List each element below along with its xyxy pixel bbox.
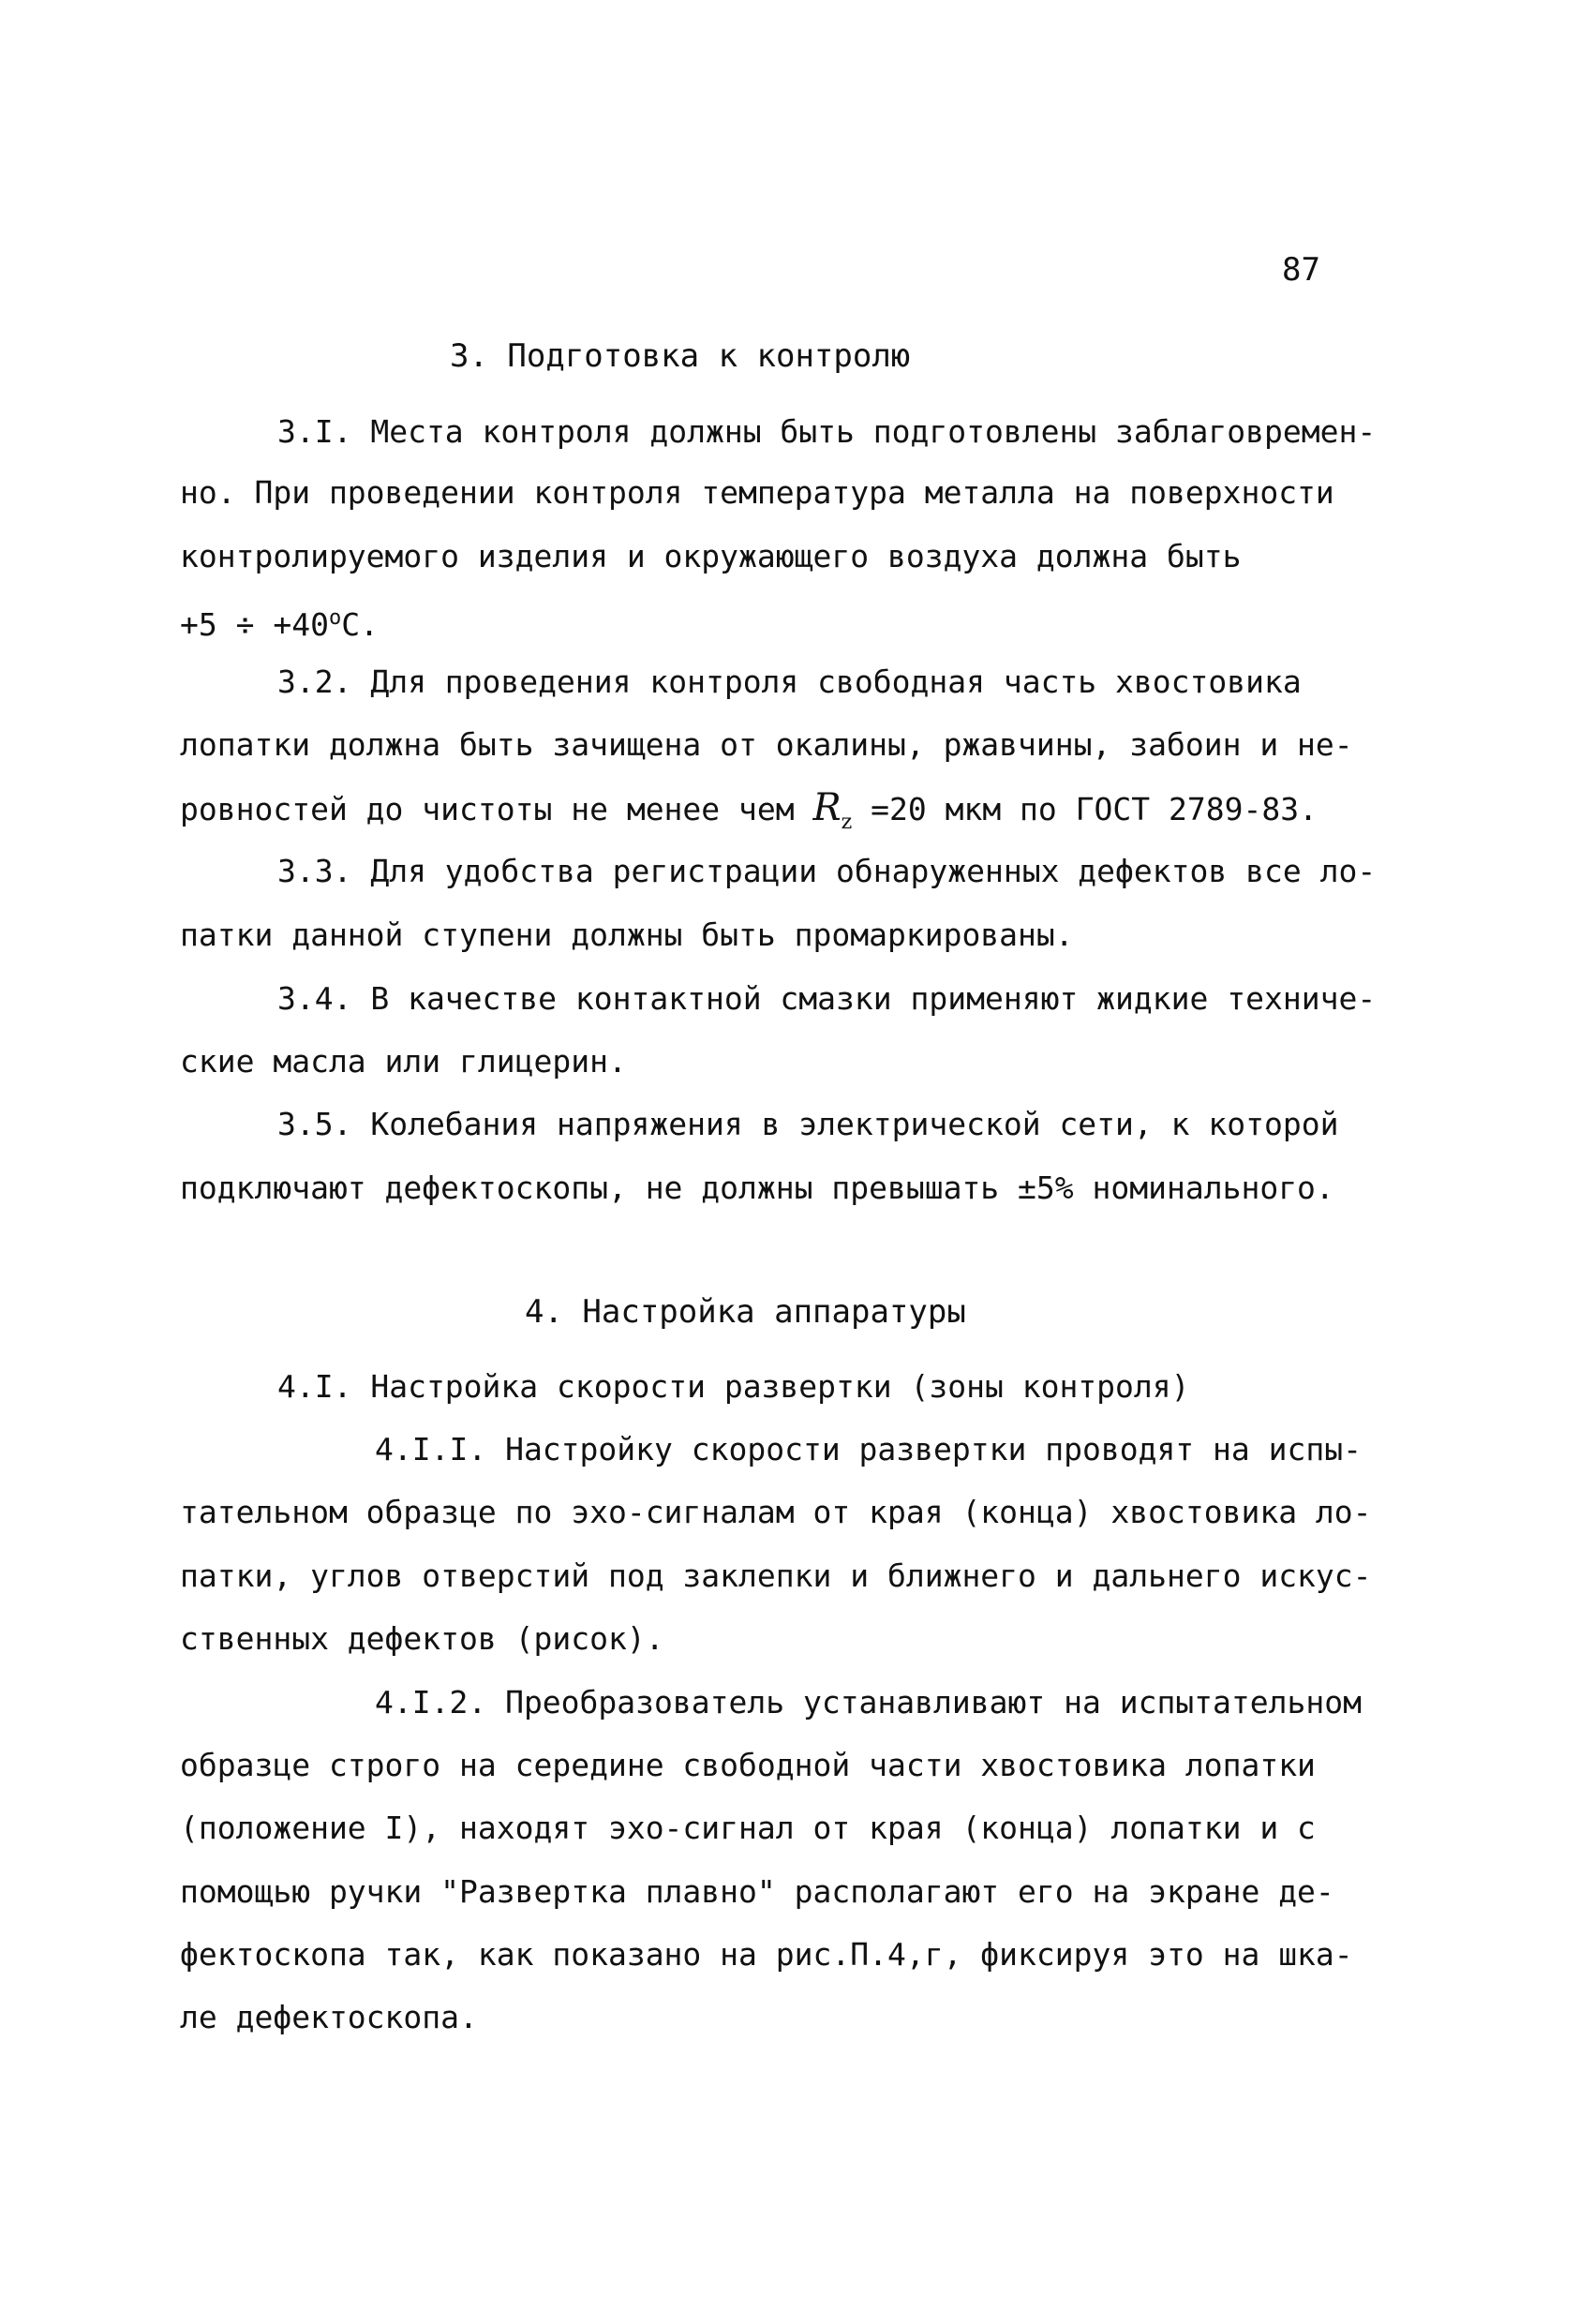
roughness-suffix: =20 мкм по ГОСТ 2789-83. [871, 791, 1318, 827]
roughness-symbol: $R_z$ [812, 786, 853, 834]
roughness-line [180, 786, 1318, 842]
paragraph-line: ские масла или глицерин. [180, 1043, 627, 1080]
paragraph-line: лопатки должна быть зачищена от окалины, ржавчины, забоин и не- [180, 726, 1353, 763]
paragraph-line: (положение I), находят эхо-сигнал от края (конца) лопатки и с [180, 1810, 1316, 1846]
section-3-heading: 3. Подготовка к контролю [450, 337, 911, 375]
paragraph-line: ле дефектоскопа. [180, 1999, 478, 2035]
temperature-range [180, 600, 379, 644]
paragraph-line: фектоскопа так, как показано на рис.П.4,г, фиксируя это на шка- [180, 1936, 1353, 1973]
paragraph-line: патки данной ступени должны быть промаркированы. [180, 916, 1074, 953]
paragraph-line: 4.I.I. Настройку скорости развертки проводят на испы- [375, 1431, 1362, 1467]
paragraph-line: тательном образце по эхо-сигналам от края (конца) хвостовика ло- [180, 1494, 1372, 1530]
paragraph-line: ственных дефектов (рисок). [180, 1620, 664, 1657]
paragraph-line: патки, углов отверстий под заклепки и ближнего и дальнего искус- [180, 1557, 1372, 1594]
paragraph-line: 4.I. Настройка скорости развертки (зоны контроля) [277, 1368, 1190, 1405]
paragraph-line: образце строго на середине свободной части хвостовика лопатки [180, 1747, 1316, 1783]
paragraph-line: 3.I. Места контроля должны быть подготовлены заблаговремен- [277, 413, 1377, 450]
paragraph-line: помощью ручки "Развертка плавно" располагают его на экране де- [180, 1873, 1334, 1910]
section-4-heading: 4. Настройка аппаратуры [525, 1293, 966, 1331]
roughness-prefix: ровностей до чистоты не менее чем [180, 791, 795, 827]
paragraph-line: 4.I.2. Преобразователь устанавливают на испытательном [375, 1684, 1362, 1721]
paragraph-line: 3.2. Для проведения контроля свободная часть хвостовика [277, 663, 1302, 700]
temp-suffix: С. [341, 606, 379, 643]
paragraph-line: 3.5. Колебания напряжения в электрической сети, к которой [277, 1106, 1339, 1142]
paragraph-line: 3.4. В качестве контактной смазки применяют жидкие техниче- [277, 980, 1377, 1017]
page-number: 87 [1282, 251, 1320, 289]
temp-prefix: +5 ÷ +40 [180, 606, 329, 643]
paragraph-line: подключают дефектоскопы, не должны превышать ±5% номинального. [180, 1169, 1334, 1206]
degree-sign: о [328, 606, 342, 630]
paragraph-line: 3.3. Для удобства регистрации обнаруженных дефектов все ло- [277, 853, 1377, 889]
paragraph-line: но. При проведении контроля температура металла на поверхности [180, 474, 1334, 511]
paragraph-line: контролируемого изделия и окружающего воздуха должна быть [180, 538, 1242, 574]
